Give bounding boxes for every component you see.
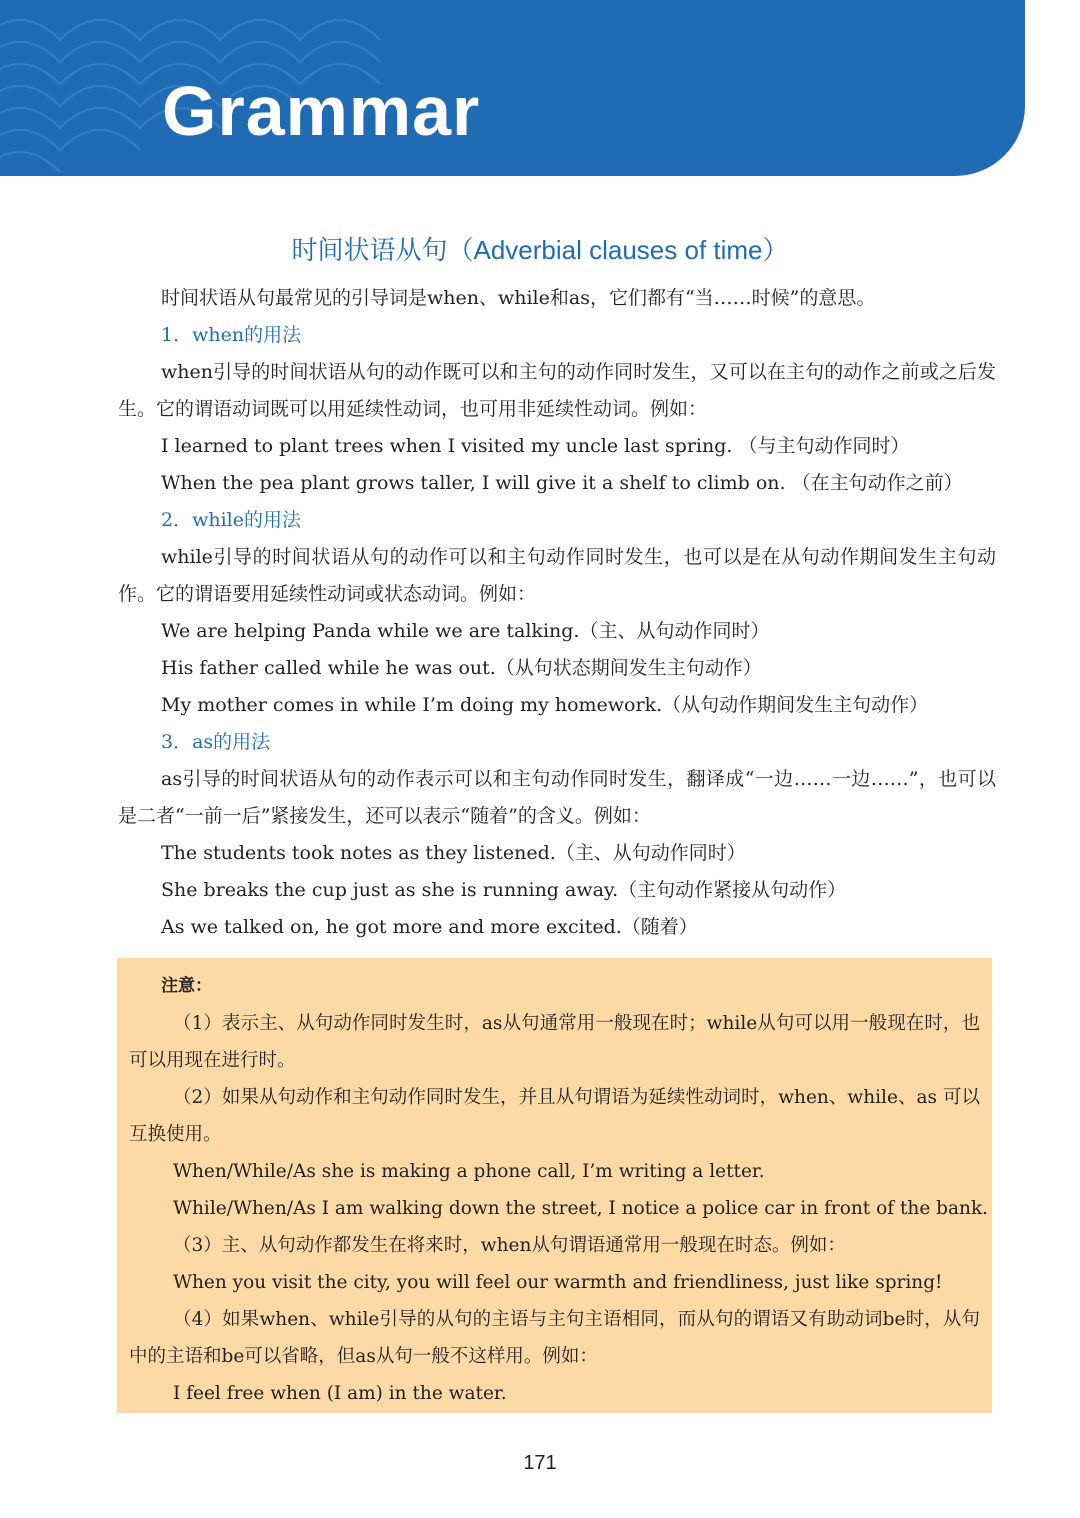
when-heading: 1．when的用法 bbox=[161, 324, 302, 346]
wave-pattern-decoration bbox=[0, 0, 1025, 176]
when-example-1: I learned to plant trees when I visited my uncle last spring. （与主句动作同时） bbox=[161, 435, 910, 457]
as-example-2: She breaks the cup just as she is running away.（主句动作紧接从句动作） bbox=[161, 879, 847, 901]
note-example-3: When you visit the city, you will feel our warmth and friendliness, just like spring! bbox=[173, 1272, 943, 1293]
intro-text: 时间状语从句最常见的引导词是when、while和as，它们都有“当……时候”的意思。 bbox=[161, 287, 876, 309]
note-heading: 注意： bbox=[161, 976, 212, 996]
note-example-2: While/When/As I am walking down the street, I notice a police car in front of the bank. bbox=[173, 1198, 989, 1219]
as-heading: 3．as的用法 bbox=[161, 731, 271, 753]
page-number: 171 bbox=[523, 1452, 557, 1474]
while-heading: 2．while的用法 bbox=[161, 509, 301, 531]
when-description: when引导的时间状语从句的动作既可以和主句的动作同时发生，又可以在主句的动作之前或之后发生。它的谓语动词既可以用延续性动词，也可用非延续性动词。例如： bbox=[118, 361, 996, 420]
note-example-1: When/While/As she is making a phone call, I’m writing a letter. bbox=[173, 1161, 765, 1182]
note-point-4: （4）如果when、while引导的从句的主语与主句主语相同，而从句的谓语又有助动词be时，从句中的主语和be可以省略，但as从句一般不这样用。例如： bbox=[129, 1309, 980, 1367]
main-content bbox=[118, 280, 996, 946]
note-example-4: I feel free when (I am) in the water. bbox=[173, 1383, 507, 1404]
note-box bbox=[117, 958, 992, 1413]
as-example-1: The students took notes as they listened.（主、从句动作同时） bbox=[161, 842, 746, 864]
section-title: 时间状语从句（Adverbial clauses of time） bbox=[291, 235, 789, 265]
note-point-3: （3）主、从句动作都发生在将来时，when从句谓语通常用一般现在时态。例如： bbox=[173, 1235, 846, 1256]
as-description: as引导的时间状语从句的动作表示可以和主句动作同时发生，翻译成“一边……一边……”，也可以是二者“一前一后”紧接发生，还可以表示“随着”的含义。例如： bbox=[118, 768, 996, 827]
when-example-2: When the pea plant grows taller, I will give it a shelf to climb on. （在主句动作之前） bbox=[161, 472, 963, 494]
header-banner bbox=[0, 0, 1025, 176]
page-title: Grammar bbox=[162, 72, 481, 150]
while-example-1: We are helping Panda while we are talking.（主、从句动作同时） bbox=[161, 620, 770, 642]
while-description: while引导的时间状语从句的动作可以和主句动作同时发生，也可以是在从句动作期间发生主句动作。它的谓语要用延续性动词或状态动词。例如： bbox=[118, 546, 996, 605]
while-example-3: My mother comes in while I’m doing my homework.（从句动作期间发生主句动作） bbox=[161, 694, 929, 716]
as-example-3: As we talked on, he got more and more excited.（随着） bbox=[161, 916, 698, 938]
note-point-1: （1）表示主、从句动作同时发生时，as从句通常用一般现在时；while从句可以用一般现在时，也可以用现在进行时。 bbox=[129, 1013, 980, 1071]
note-point-2: （2）如果从句动作和主句动作同时发生，并且从句谓语为延续性动词时，when、while、as 可以互换使用。 bbox=[129, 1087, 980, 1145]
while-example-2: His father called while he was out.（从句状态期间发生主句动作） bbox=[161, 657, 762, 679]
